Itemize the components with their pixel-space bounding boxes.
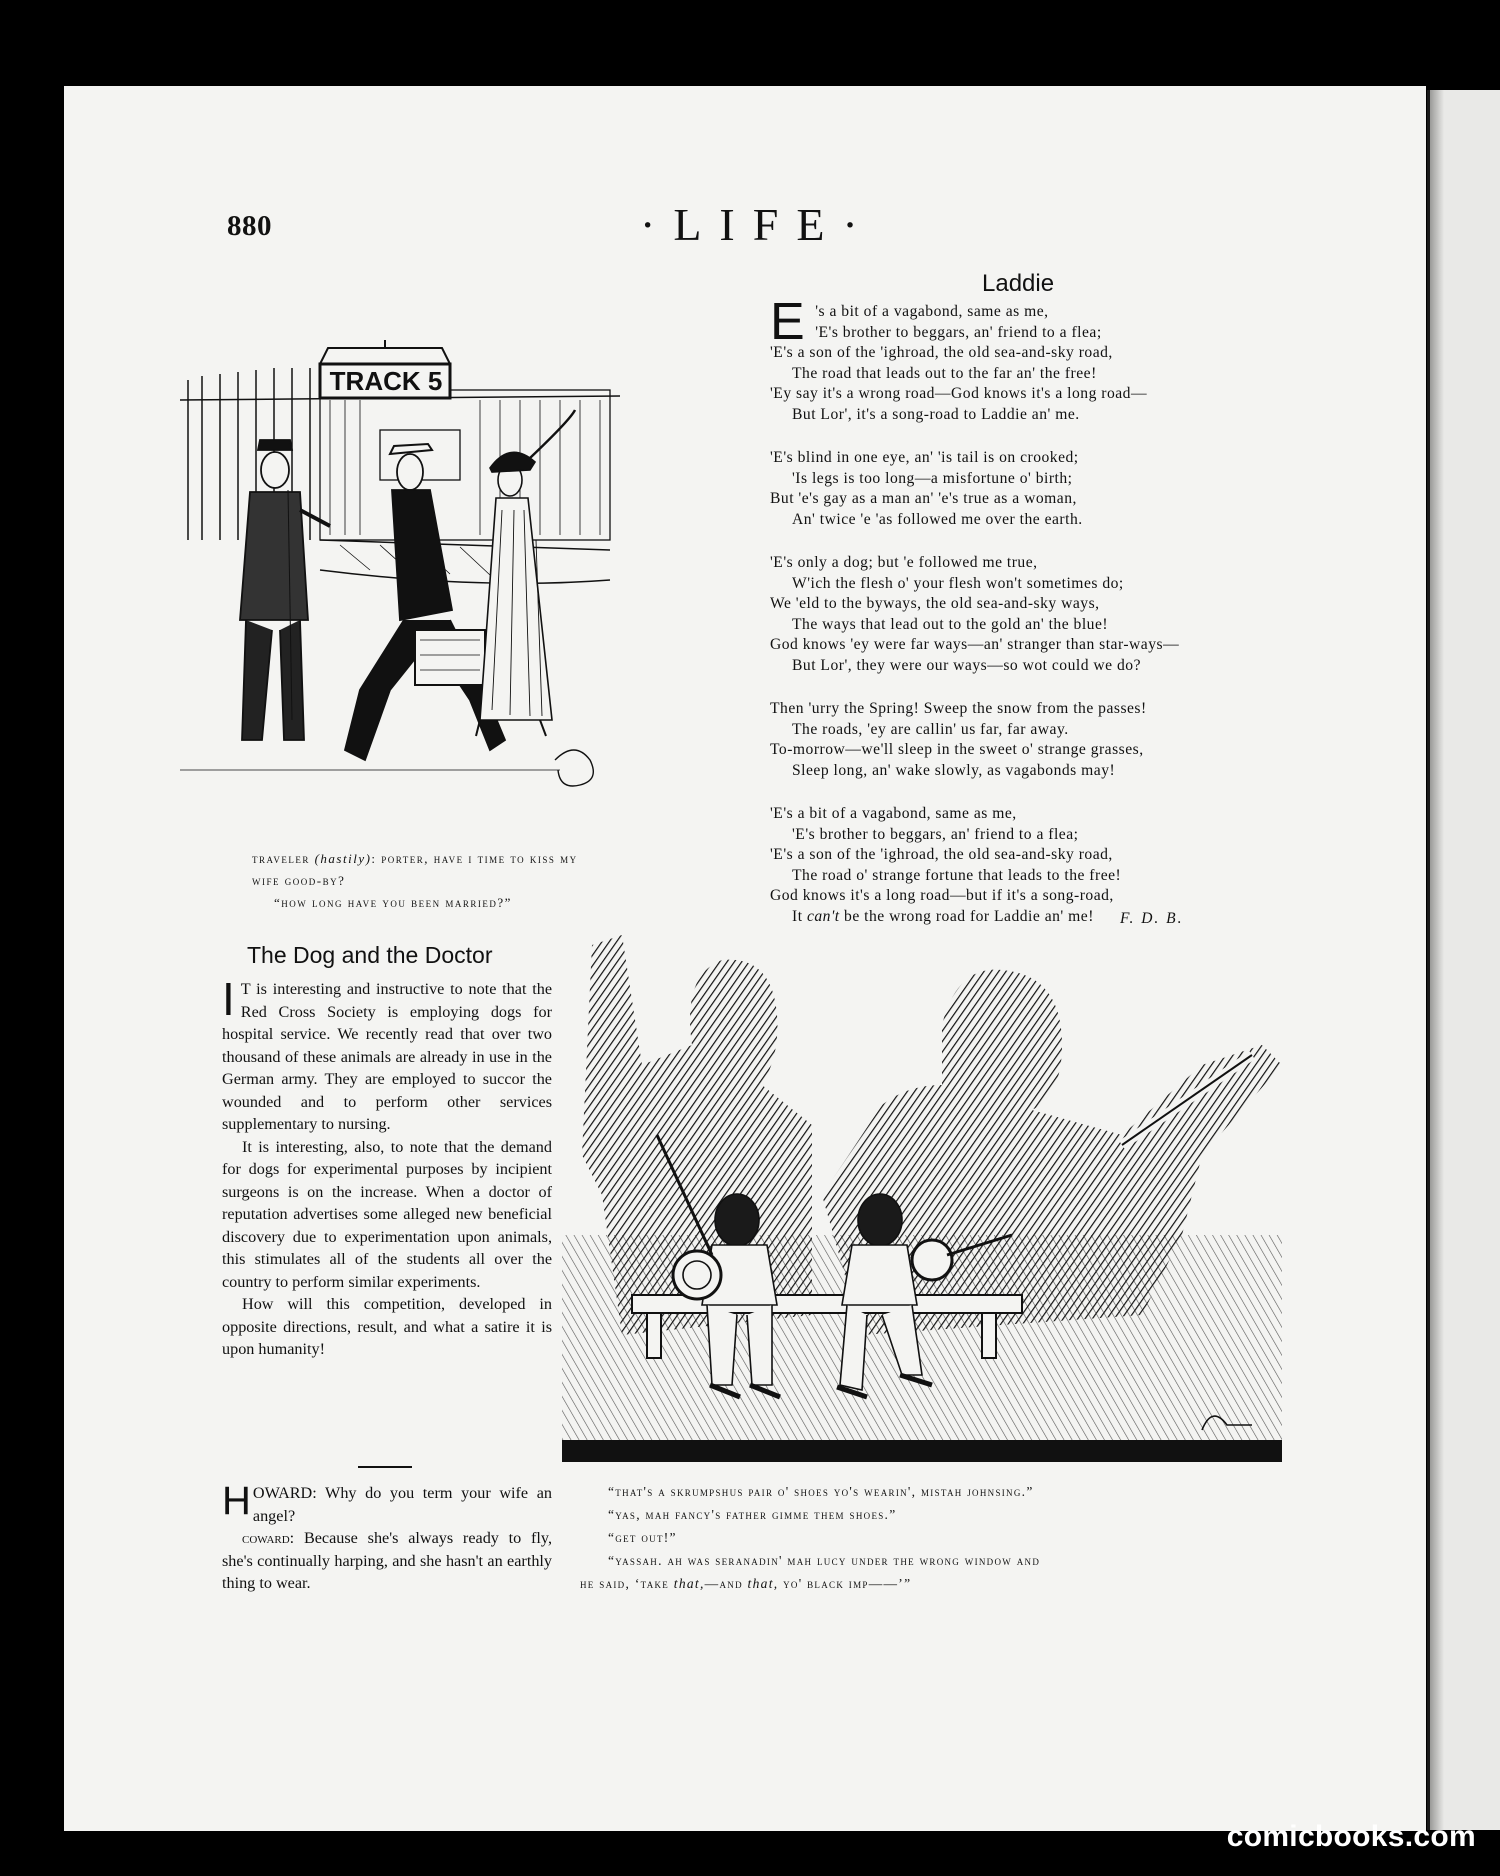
- poem-line: 'E's a bit of a vagabond, same as me,: [770, 805, 1017, 822]
- watermark: comicbooks.com: [1226, 1820, 1476, 1853]
- article-paragraph: How will this competition, developed in opposite directions, result, and what a satire it is upon humanity!: [222, 1295, 552, 1358]
- caption2-line: “yassah. ah was seranadin' mah lucy under the wrong window and: [608, 1553, 1041, 1568]
- caption2-part: —and: [704, 1576, 748, 1591]
- poem-line: 'E's blind in one eye, an' 'is tail is on crooked;: [770, 449, 1079, 466]
- poem-line: God knows 'ey were far ways—an' stranger than star-ways—: [770, 636, 1180, 653]
- article-paragraph-text: T is interesting and instructive to note that the Red Cross Society is employing dogs for hospital service. We recently read that over two thousand of these animals are already in use in the German army. They are employed to succor the wounded and to perform other services supplementary to nursing.: [222, 980, 552, 1133]
- joke-answer: [222, 1527, 552, 1595]
- adjacent-page-edge: [1427, 90, 1500, 1830]
- poem-line: Then 'urry the Spring! Sweep the snow from the passes!: [770, 700, 1147, 717]
- joke-question-text: OWARD: Why do you term your wife an angel?: [252, 1484, 552, 1525]
- poem-stanza-2: [770, 448, 1290, 530]
- porter-figure: [240, 440, 330, 740]
- poem-line: 's a bit of a vagabond, same as me,: [815, 303, 1049, 320]
- poem-line: W'ich the flesh o' your flesh won't sometimes do;: [792, 574, 1124, 592]
- joke-howard-coward: [222, 1479, 552, 1595]
- article-body: [222, 973, 552, 1361]
- artist-signature-1: [555, 750, 593, 786]
- train-car: [320, 390, 610, 583]
- poem-line: An' twice 'e 'as followed me over the earth.: [792, 510, 1083, 528]
- poem-line: The roads, 'ey are callin' us far, far away.: [792, 720, 1069, 738]
- poem-line: 'E's only a dog; but 'e followed me true,: [770, 554, 1038, 571]
- article-dropcap: I: [222, 973, 235, 1025]
- poem-line: 'E's brother to beggars, an' friend to a flea;: [815, 323, 1102, 341]
- poem-signature: F. D. B.: [1120, 910, 1184, 927]
- cartoon1-caption: [252, 848, 707, 914]
- poem-dropcap: E: [770, 293, 806, 351]
- poem-line: We 'eld to the byways, the old sea-and-sky ways,: [770, 595, 1100, 612]
- article-paragraph: [222, 973, 552, 1136]
- poem-line: The road o' strange fortune that leads to the free!: [792, 866, 1122, 884]
- poem-line: 'Ey say it's a wrong road—God knows it's a long road—: [770, 385, 1148, 402]
- caption2-line: [580, 1572, 1260, 1595]
- poem-line: 'E's a son of the 'ighroad, the old sea-and-sky road,: [770, 344, 1113, 361]
- section-divider: [358, 1466, 412, 1468]
- poem-line-part: It: [792, 907, 807, 925]
- caption2-emphasis: that,: [673, 1576, 705, 1591]
- poem-line: Sleep long, an' wake slowly, as vagabonds may!: [792, 761, 1116, 779]
- joke-answer-text: : Because she's always ready to fly, she's continually harping, and she hasn't an earthly thing to wear.: [222, 1529, 552, 1592]
- caption-line1: : porter, have i time to kiss my: [371, 851, 578, 866]
- poem-line-emphasis: can't: [806, 907, 840, 925]
- poem-line: God knows it's a long road—but if it's a song-road,: [770, 887, 1114, 904]
- caption2-part: he said, ‘take: [580, 1576, 674, 1591]
- joke-question: [222, 1479, 552, 1527]
- caption2-emphasis: that,: [747, 1576, 779, 1591]
- poem-line: But Lor', it's a song-road to Laddie an' me.: [792, 405, 1080, 423]
- poem-line-part: be the wrong road for Laddie an' me!: [839, 907, 1094, 925]
- caption-speaker: traveler: [252, 851, 310, 866]
- poem-stanza-3: [770, 553, 1290, 676]
- poem-line: But Lor', they were our ways—so wot could we do?: [792, 656, 1142, 674]
- article-title: The Dog and the Doctor: [247, 942, 493, 968]
- article-paragraph: It is interesting, also, to note that the demand for dogs for experimental purposes by incipient surgeons is on the increase. When a doctor of reputation advertises some alleged new beneficial discovery due to experimentation upon animals, this stimulates all of the students all over the country to perform similar experiments.: [222, 1137, 552, 1291]
- poem-stanza-5: [770, 804, 1290, 927]
- joke-answer-speaker: coward: [242, 1529, 290, 1547]
- poem-line: But 'e's gay as a man an' 'e's true as a woman,: [770, 490, 1077, 507]
- poem-line: The road that leads out to the far an' the free!: [792, 364, 1097, 382]
- poem-line: [770, 907, 1290, 928]
- poem-line: 'Is legs is too long—a misfortune o' birth;: [792, 469, 1073, 487]
- caption2-line: “that's a skrumpshus pair o' shoes yo's wearin', mistah johnsing.”: [608, 1484, 1034, 1499]
- poem-line: 'E's brother to beggars, an' friend to a flea;: [792, 825, 1079, 843]
- caption-line2: wife good-by?: [252, 873, 346, 888]
- poem-stanza-1: [770, 293, 1290, 425]
- track-sign-label: TRACK 5: [329, 366, 443, 396]
- page-number: 880: [227, 210, 272, 242]
- caption2-line: “get out!”: [608, 1530, 677, 1545]
- caption-direction: (hastily): [314, 851, 372, 866]
- poem-line: To-morrow—we'll sleep in the sweet o' strange grasses,: [770, 741, 1144, 758]
- cartoon-station-platform: [180, 340, 640, 810]
- caption-line3: “how long have you been married?”: [274, 895, 512, 910]
- masthead-title: ·LIFE·: [640, 199, 876, 250]
- joke-dropcap: H: [222, 1479, 251, 1523]
- poem-line: 'E's a son of the 'ighroad, the old sea-and-sky road,: [770, 846, 1113, 863]
- poem-line: The ways that lead out to the gold an' the blue!: [792, 615, 1109, 633]
- poem-stanza-4: [770, 699, 1290, 781]
- caption2-line: “yas, mah fancy's father gimme them shoes.”: [608, 1507, 897, 1522]
- cartoon-banjo-players: [562, 935, 1312, 1475]
- poem-laddie: [770, 293, 1290, 950]
- cartoon2-caption: [580, 1480, 1260, 1595]
- caption2-part: yo' black imp——’”: [778, 1576, 912, 1591]
- poem-title: Laddie: [982, 270, 1055, 297]
